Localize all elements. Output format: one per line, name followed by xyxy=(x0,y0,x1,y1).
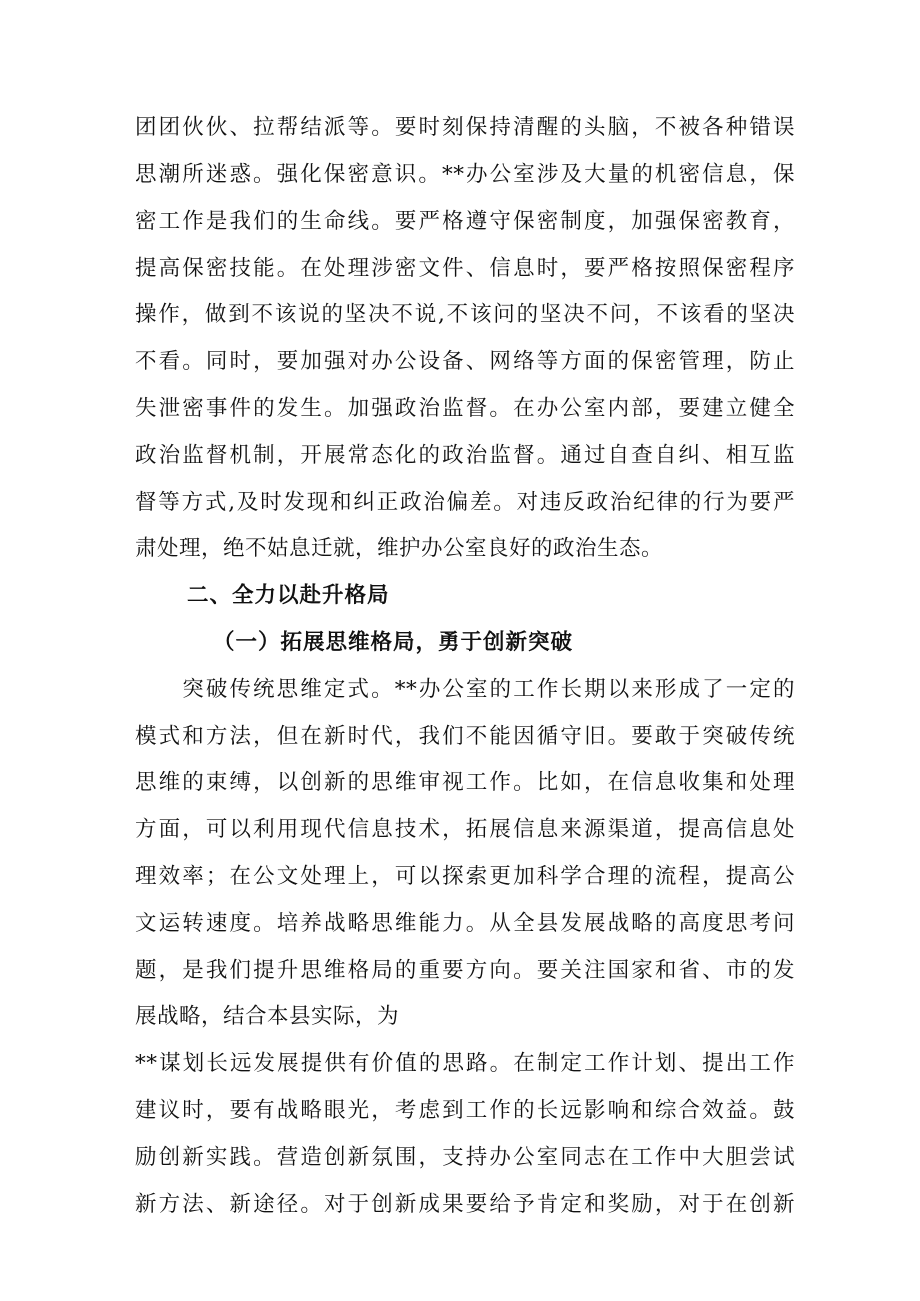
text-line: 新方法、新途径。对于创新成果要给予肯定和奖励，对于在创新 xyxy=(135,1192,795,1217)
text-line: 文运转速度。培养战略思维能力。从全县发展战略的高度思考问 xyxy=(135,911,795,936)
text-line: 不看。同时，要加强对办公设备、网络等方面的保密管理，防止 xyxy=(135,349,795,374)
text-line: 肃处理，绝不姑息迁就，维护办公室良好的政治生态。 xyxy=(135,536,664,561)
text-line: 提高保密技能。在处理涉密文件、信息时，要严格按照保密程序 xyxy=(135,256,795,281)
text-line: 督等方式,及时发现和纠正政治偏差。对违反政治纪律的行为要严 xyxy=(135,490,795,515)
subsection-heading: （一）拓展思维格局，勇于创新突破 xyxy=(213,630,574,655)
text-line: 政治监督机制，开展常态化的政治监督。通过自查自纠、相互监 xyxy=(135,443,795,468)
text-line: 理效率；在公文处理上，可以探索更加科学合理的流程，提高公 xyxy=(135,864,795,889)
text-line: 模式和方法，但在新时代，我们不能因循守旧。要敢于突破传统 xyxy=(135,724,795,749)
text-line: 突破传统思维定式。**办公室的工作长期以来形成了一定的 xyxy=(135,677,795,702)
text-line: 建议时，要有战略眼光，考虑到工作的长远影响和综合效益。鼓 xyxy=(135,1098,795,1123)
text-line: 方面，可以利用现代信息技术，拓展信息来源渠道，提高信息处 xyxy=(135,817,795,842)
text-line: 操作，做到不该说的坚决不说,不该问的坚决不问，不该看的坚决 xyxy=(135,302,795,327)
text-line: 团团伙伙、拉帮结派等。要时刻保持清醒的头脑，不被各种错误 xyxy=(135,115,795,140)
text-line: 展战略，结合本县实际，为 xyxy=(135,1004,400,1029)
text-line: 思潮所迷惑。强化保密意识。**办公室涉及大量的机密信息，保 xyxy=(135,162,795,187)
text-line: 失泄密事件的发生。加强政治监督。在办公室内部，要建立健全 xyxy=(135,396,795,421)
text-line: 题，是我们提升思维格局的重要方向。要关注国家和省、市的发 xyxy=(135,958,795,983)
text-line: 励创新实践。营造创新氛围，支持办公室同志在工作中大胆尝试 xyxy=(135,1145,795,1170)
text-line: 密工作是我们的生命线。要严格遵守保密制度，加强保密教育， xyxy=(135,209,795,234)
text-line: 思维的束缚，以创新的思维审视工作。比如，在信息收集和处理 xyxy=(135,770,795,795)
section-heading: 二、全力以赴升格局 xyxy=(187,583,390,608)
text-line: **谋划长远发展提供有价值的思路。在制定工作计划、提出工作 xyxy=(135,1051,795,1076)
